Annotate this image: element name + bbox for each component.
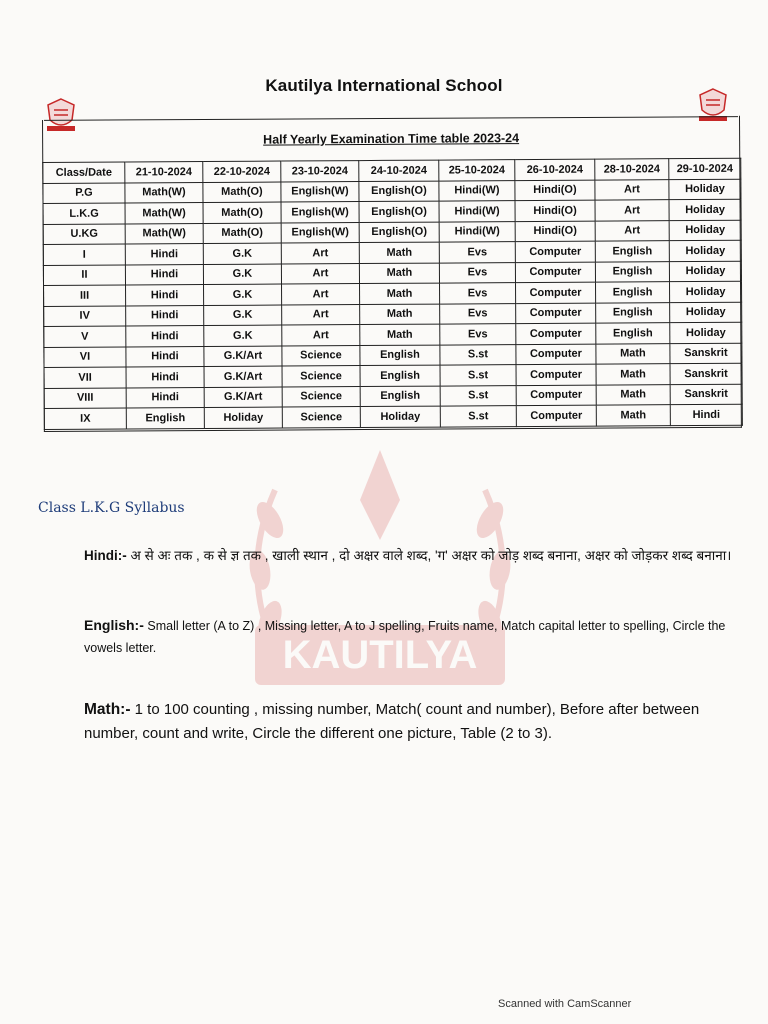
- subject-cell: Hindi(O): [515, 180, 595, 201]
- table-row: [44, 404, 742, 429]
- subject-cell: English: [596, 302, 670, 323]
- class-name-cell: IX: [44, 408, 126, 429]
- subject-cell: Hindi(W): [439, 180, 515, 201]
- column-header-date: 21-10-2024: [125, 162, 203, 183]
- subject-cell: G.K/Art: [204, 366, 282, 387]
- class-name-cell: I: [43, 244, 125, 265]
- subject-cell: English: [360, 365, 440, 386]
- subject-cell: Math: [359, 263, 439, 284]
- column-header-date: 25-10-2024: [439, 160, 515, 181]
- scanner-footer: Scanned with CamScanner: [498, 998, 632, 1010]
- subject-cell: Hindi: [126, 285, 204, 306]
- column-header-date: 23-10-2024: [281, 161, 359, 182]
- subject-cell: Hindi: [126, 305, 204, 326]
- class-name-cell: V: [44, 326, 126, 347]
- subject-cell: Computer: [516, 282, 596, 303]
- subject-cell: Math: [360, 324, 440, 345]
- subject-cell: Math: [596, 405, 670, 426]
- math-label: Math:-: [84, 701, 131, 718]
- subject-cell: Hindi(W): [439, 221, 515, 242]
- subject-cell: Math(O): [203, 182, 281, 203]
- subject-cell: G.K/Art: [204, 387, 282, 408]
- class-name-cell: IV: [44, 305, 126, 326]
- class-name-cell: P.G: [43, 182, 125, 203]
- subject-cell: Hindi(O): [515, 200, 595, 221]
- subject-cell: Holiday: [669, 240, 741, 261]
- subject-cell: S.st: [440, 406, 516, 427]
- subject-cell: G.K/Art: [204, 346, 282, 367]
- subject-cell: Math(W): [125, 203, 203, 224]
- subject-cell: Math: [360, 283, 440, 304]
- subject-cell: English(O): [359, 181, 439, 202]
- subject-cell: Art: [281, 263, 359, 284]
- subject-cell: G.K: [203, 264, 281, 285]
- subject-cell: Computer: [516, 303, 596, 324]
- math-text: 1 to 100 counting , missing number, Match( count and number), Before after between number, count and write, Circle the different one picture, Table (2 to 3).: [84, 701, 700, 743]
- timetable-body: [43, 179, 742, 429]
- subject-cell: English(W): [281, 181, 359, 202]
- subject-cell: Computer: [516, 323, 596, 344]
- subject-cell: Math: [596, 364, 670, 385]
- subject-cell: English: [595, 261, 669, 282]
- subject-cell: Evs: [440, 283, 516, 304]
- subject-cell: Computer: [515, 241, 595, 262]
- subject-cell: English: [126, 408, 204, 429]
- school-name: Kautilya International School: [265, 76, 503, 95]
- subject-cell: G.K: [204, 305, 282, 326]
- subject-cell: Art: [281, 243, 359, 264]
- hindi-text: अ से अः तक , क से ज्ञ तक , खाली स्थान , दो अक्षर वाले शब्द, 'ग' अक्षर को जोड़ शब्द बनाना, अक्षर को जोड़कर शब्द बनाना।: [130, 548, 732, 563]
- subject-cell: G.K: [204, 284, 282, 305]
- math-syllabus: [84, 698, 744, 745]
- subject-cell: Hindi(W): [439, 201, 515, 222]
- subject-cell: Hindi: [125, 264, 203, 285]
- exam-timetable: [42, 158, 743, 430]
- subject-cell: Math: [360, 304, 440, 325]
- subject-cell: S.st: [440, 385, 516, 406]
- subject-cell: Holiday: [669, 179, 741, 200]
- subject-cell: Evs: [440, 303, 516, 324]
- subject-cell: English: [596, 282, 670, 303]
- subject-cell: Holiday: [670, 322, 742, 343]
- subject-cell: Computer: [516, 344, 596, 365]
- class-name-cell: L.K.G: [43, 203, 125, 224]
- subject-cell: Holiday: [669, 281, 741, 302]
- subject-cell: S.st: [440, 365, 516, 386]
- subject-cell: Holiday: [204, 407, 282, 428]
- column-header-date: 28-10-2024: [595, 159, 669, 180]
- column-header-date: 24-10-2024: [359, 160, 439, 181]
- hindi-syllabus: [84, 546, 744, 567]
- subject-cell: Math(W): [125, 223, 203, 244]
- subject-cell: Art: [595, 200, 669, 221]
- subject-cell: Science: [282, 386, 360, 407]
- subject-cell: English(W): [281, 202, 359, 223]
- subject-cell: English: [360, 386, 440, 407]
- subject-cell: Math(O): [203, 202, 281, 223]
- subject-cell: Math(W): [125, 182, 203, 203]
- subject-cell: Hindi: [126, 346, 204, 367]
- subject-cell: Holiday: [360, 406, 440, 427]
- subject-cell: Evs: [439, 242, 515, 263]
- subject-cell: English: [596, 323, 670, 344]
- subject-cell: Computer: [515, 262, 595, 283]
- subject-cell: Hindi: [126, 387, 204, 408]
- subject-cell: Hindi: [125, 244, 203, 265]
- watermark-text: KAUTILYA: [282, 633, 478, 677]
- subject-cell: Sanskrit: [670, 384, 742, 405]
- subject-cell: Hindi: [670, 404, 742, 425]
- column-header-class-date: Class/Date: [43, 162, 125, 183]
- subject-cell: Art: [595, 179, 669, 200]
- timetable-title: Half Yearly Examination Time table 2023-24: [263, 131, 520, 147]
- class-name-cell: U.KG: [43, 223, 125, 244]
- subject-cell: Holiday: [669, 261, 741, 282]
- english-label: English:-: [84, 617, 144, 633]
- subject-cell: Computer: [516, 364, 596, 385]
- subject-cell: G.K: [203, 243, 281, 264]
- class-name-cell: III: [44, 285, 126, 306]
- subject-cell: Hindi: [126, 367, 204, 388]
- subject-cell: Math: [596, 384, 670, 405]
- subject-cell: Holiday: [669, 220, 741, 241]
- subject-cell: Hindi: [126, 326, 204, 347]
- subject-cell: Math(O): [203, 223, 281, 244]
- subject-cell: English(W): [281, 222, 359, 243]
- class-name-cell: VII: [44, 367, 126, 388]
- english-text: Small letter (A to Z) , Missing letter, A to J spelling, Fruits name, Match capital letter to spelling, Circle the vowels letter.: [84, 619, 726, 655]
- subject-cell: Art: [282, 325, 360, 346]
- subject-cell: Math: [359, 242, 439, 263]
- subject-cell: Evs: [439, 262, 515, 283]
- subject-cell: English(O): [359, 201, 439, 222]
- subject-cell: Science: [282, 345, 360, 366]
- subject-cell: Evs: [440, 324, 516, 345]
- subject-cell: G.K: [204, 325, 282, 346]
- subject-cell: Art: [282, 304, 360, 325]
- subject-cell: Math: [596, 343, 670, 364]
- subject-cell: Sanskrit: [670, 363, 742, 384]
- subject-cell: S.st: [440, 344, 516, 365]
- subject-cell: English: [360, 345, 440, 366]
- english-syllabus: [84, 614, 744, 659]
- subject-cell: Art: [595, 220, 669, 241]
- subject-cell: Hindi(O): [515, 221, 595, 242]
- subject-cell: Computer: [516, 405, 596, 426]
- subject-cell: English(O): [359, 222, 439, 243]
- class-name-cell: VIII: [44, 387, 126, 408]
- timetable-box: [42, 116, 742, 432]
- subject-cell: Science: [282, 407, 360, 428]
- subject-cell: Holiday: [669, 199, 741, 220]
- class-name-cell: II: [43, 264, 125, 285]
- subject-cell: Science: [282, 366, 360, 387]
- subject-cell: Sanskrit: [670, 343, 742, 364]
- subject-cell: Computer: [516, 385, 596, 406]
- subject-cell: Holiday: [670, 302, 742, 323]
- column-header-date: 26-10-2024: [515, 159, 595, 180]
- class-name-cell: VI: [44, 346, 126, 367]
- column-header-date: 22-10-2024: [203, 161, 281, 182]
- subject-cell: Art: [282, 284, 360, 305]
- hindi-label: Hindi:-: [84, 548, 127, 563]
- column-header-date: 29-10-2024: [669, 158, 741, 179]
- syllabus-heading: Class L.K.G Syllabus: [38, 500, 185, 516]
- subject-cell: English: [595, 241, 669, 262]
